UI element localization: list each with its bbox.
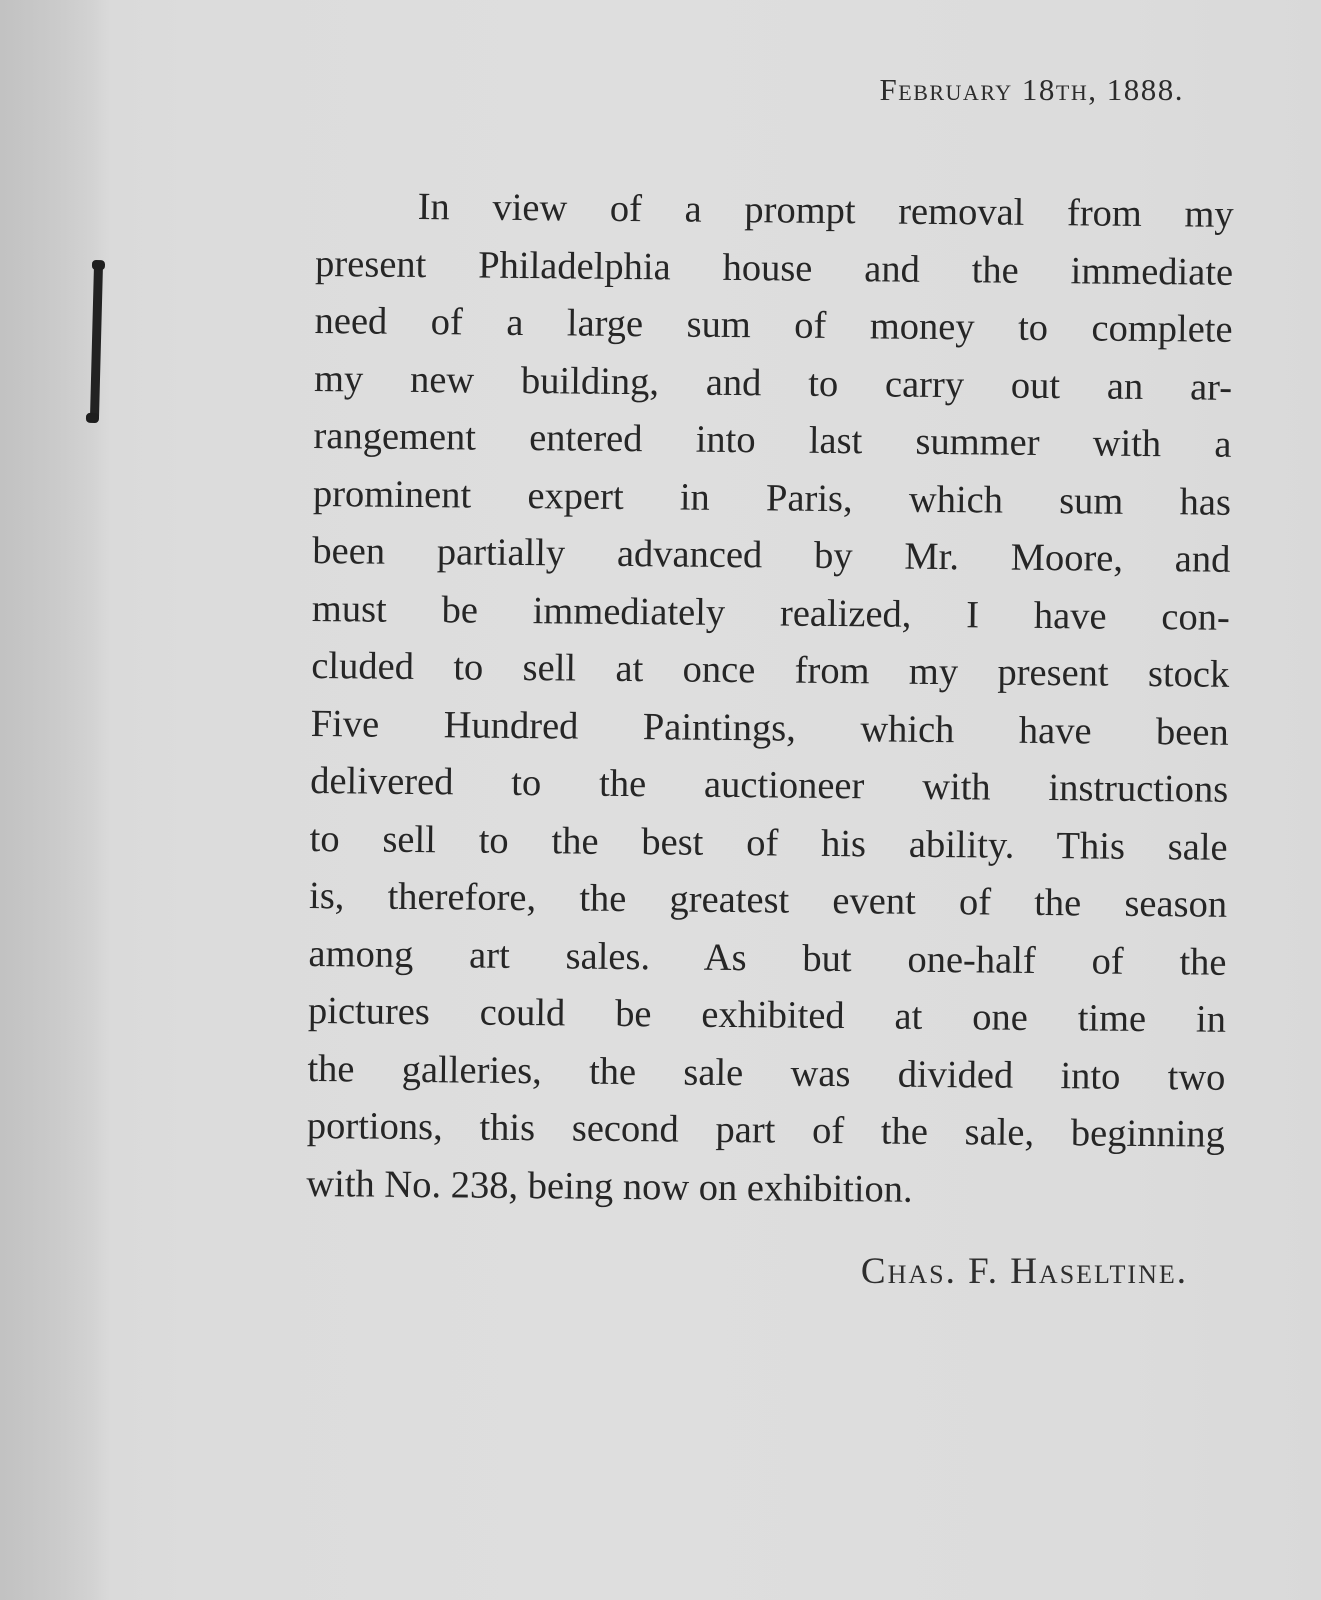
body-line: need of a large sum of money to complete [314,299,1233,351]
body-line: to sell to the best of his ability. This sale [309,817,1228,869]
body-line: is, therefore, the greatest event of the season [308,874,1228,926]
letter-body [306,178,1234,1222]
body-line: the galleries, the sale was divided into two [307,1047,1226,1099]
body-line: cluded to sell at once from my present stock [311,644,1230,696]
letter-signature: Chas. F. Haseltine. [860,1251,1188,1292]
body-line: prominent expert in Paris, which sum has [312,472,1232,524]
body-line: delivered to the auctioneer with instructions [310,759,1229,811]
body-line: must be immediately realized, I have con- [311,587,1231,639]
body-line: my new building, and to carry out an ar- [313,357,1233,409]
body-line: among art sales. As but one-half of the [308,932,1227,984]
body-line: Five Hundred Paintings, which have been [310,702,1229,754]
body-line: present Philadelphia house and the immediate [314,242,1234,294]
body-line: been partially advanced by Mr. Moore, and [312,529,1231,581]
body-line: portions, this second part of the sale, beginning [306,1104,1226,1156]
body-line: with No. 238, being now on exhibition. [306,1162,913,1211]
body-line: pictures could be exhibited at one time in [307,989,1227,1041]
letter-date: February 18th, 1888. [879,72,1184,107]
body-line: In view of a prompt removal from my [417,185,1234,236]
body-line: rangement entered into last summer with a [313,414,1232,466]
page-gutter-shadow [0,0,100,1600]
